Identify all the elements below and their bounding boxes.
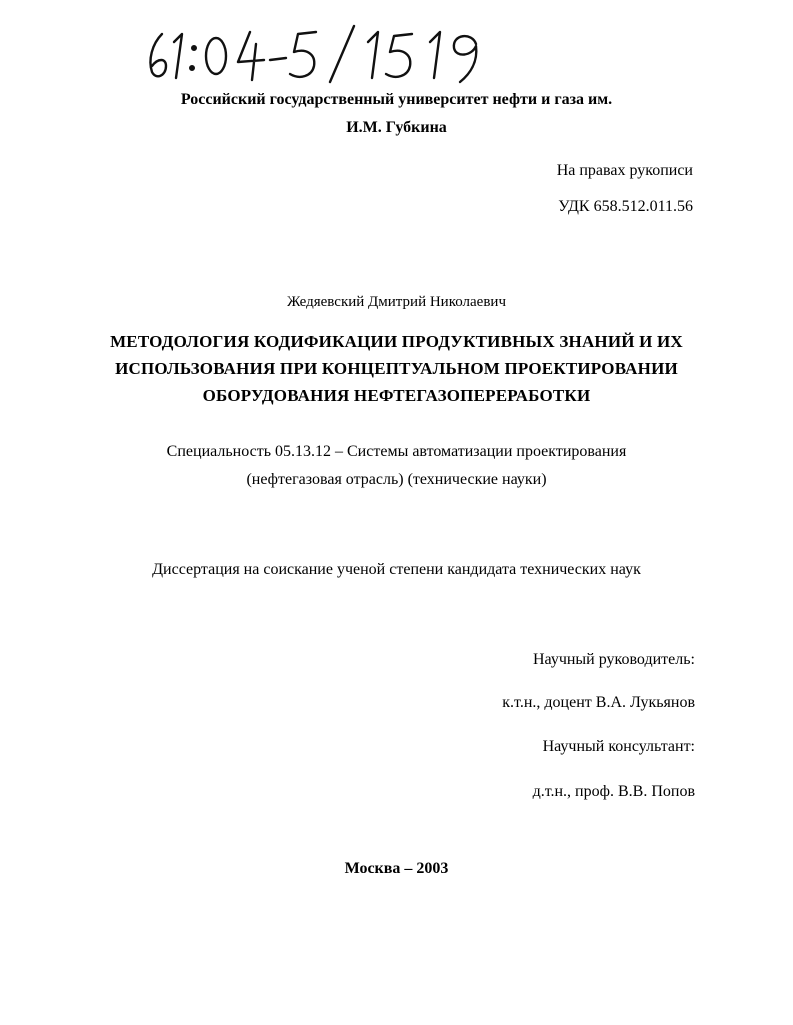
university-line-1: Российский государственный университет нефти и газа им.: [180, 91, 613, 108]
supervisor-name: к.т.н., доцент В.А. Лукьянов: [502, 694, 695, 711]
supervisor-label: Научный руководитель:: [532, 651, 695, 668]
handwritten-archive-number: [140, 22, 530, 84]
title-line-2: ИСПОЛЬЗОВАНИЯ ПРИ КОНЦЕПТУАЛЬНОМ ПРОЕКТИРОВАНИИ: [115, 359, 678, 378]
place-and-year: Москва – 2003: [344, 860, 449, 877]
title-line-1: МЕТОДОЛОГИЯ КОДИФИКАЦИИ ПРОДУКТИВНЫХ ЗНАНИЙ И ИХ: [110, 332, 683, 351]
manuscript-rights: На правах рукописи: [556, 162, 693, 179]
consultant-name: д.т.н., проф. В.В. Попов: [532, 783, 695, 800]
specialty-line-2: (нефтегазовая отрасль) (технические науки): [246, 471, 547, 488]
udc-code: УДК 658.512.011.56: [558, 198, 693, 215]
university-line-2: И.М. Губкина: [346, 119, 447, 136]
dissertation-statement: Диссертация на соискание ученой степени кандидата технических наук: [152, 561, 641, 578]
title-line-3: ОБОРУДОВАНИЯ НЕФТЕГАЗОПЕРЕРАБОТКИ: [202, 386, 591, 405]
author-name: Жедяевский Дмитрий Николаевич: [286, 294, 506, 310]
consultant-label: Научный консультант:: [542, 738, 695, 755]
specialty-line-1: Специальность 05.13.12 – Системы автоматизации проектирования: [166, 443, 627, 460]
